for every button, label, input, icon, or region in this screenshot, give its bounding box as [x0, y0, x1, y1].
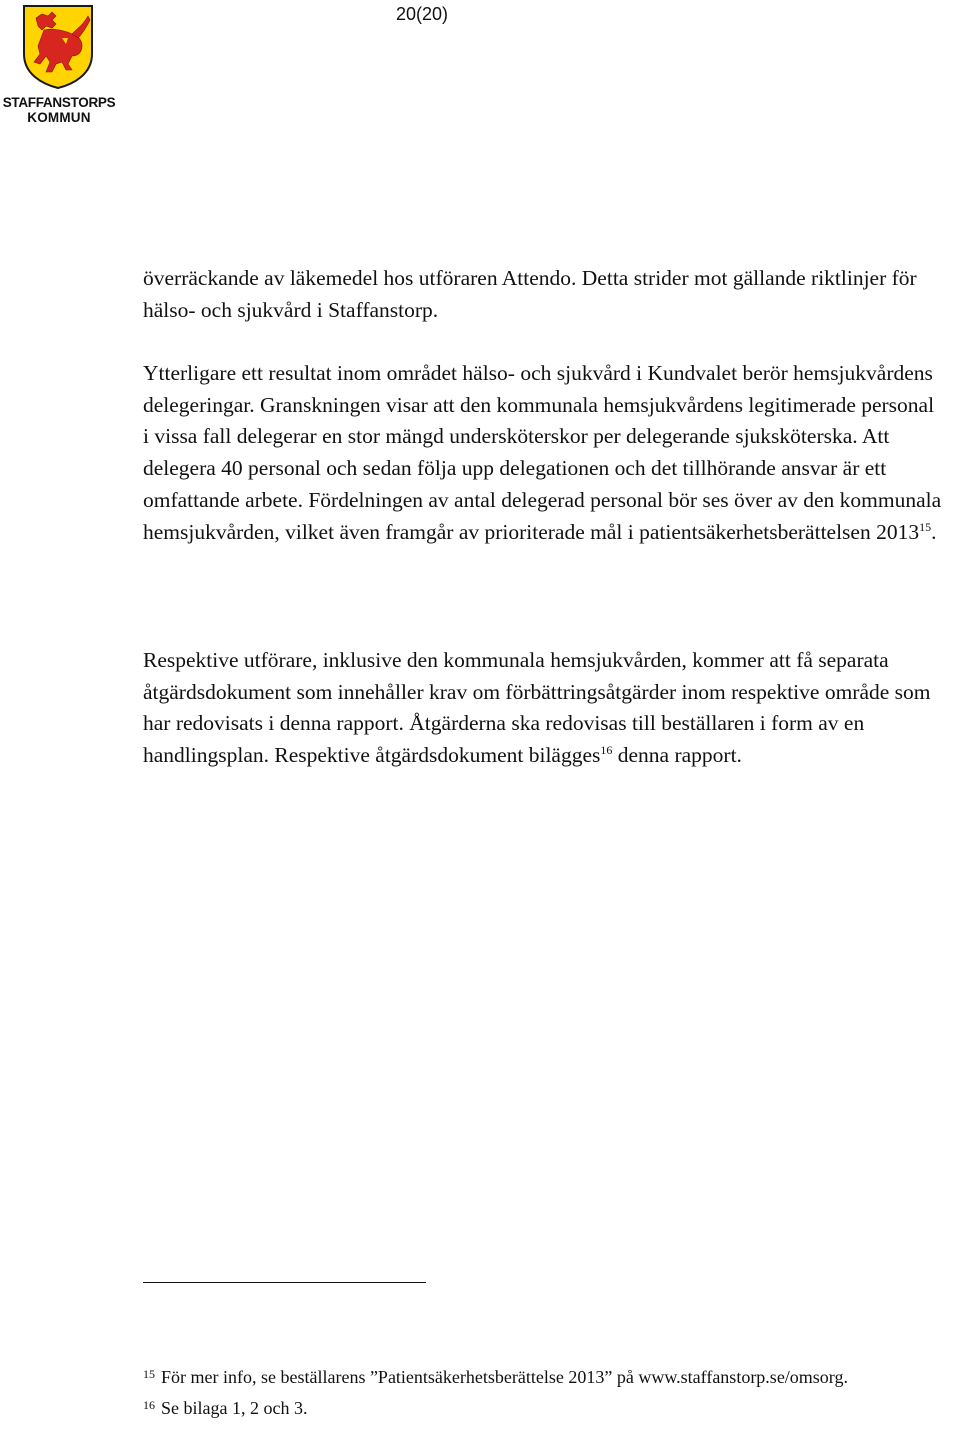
- paragraph-3-end: denna rapport.: [612, 743, 742, 768]
- paragraph-2-text: Ytterligare ett resultat inom området hälso- och sjukvård i Kundvalet berör hemsjukvårdens delegeringar. Granskningen visar att den kommunala hemsjukvårdens legitimerade personal i vissa fall delegerar en stor mängd undersköterskor per delegerande sjuksköterska. Att delegera 40 personal och sedan följa upp delegationen och det tillhörande ansvar är ett omfattande arbete. Fördelningen av antal delegerad personal bör ses över av den kommunala hemsjukvården, vilket även framgår av prioriterade mål i patientsäkerhetsberättelsen 2013: [143, 361, 942, 544]
- footnote-16: [143, 1392, 943, 1423]
- paragraph-1-text: överräckande av läkemedel hos utföraren Attendo. Detta strider mot gällande riktlinjer för hälso- och sjukvård i Staffanstorp.: [143, 266, 917, 322]
- coat-of-arms-icon: [22, 4, 94, 90]
- paragraph-3-text: Respektive utförare, inklusive den kommunala hemsjukvården, kommer att få separata åtgärdsdokument som innehåller krav om förbättringsåtgärder inom respektive område som har redovisats i denna rapport. Åtgärderna ska redovisas till beställaren i form av en handlingsplan. Respektive åtgärdsdokument bilägges: [143, 648, 931, 768]
- footnote-15: [143, 1361, 943, 1392]
- footnote-ref-16[interactable]: 16: [600, 743, 613, 758]
- footnote-ref-15[interactable]: 15: [919, 519, 932, 534]
- logo-text-line2: KOMMUN: [27, 110, 91, 125]
- paragraph-2-end: .: [931, 519, 937, 544]
- logo-text-line1: STAFFANSTORPS: [2, 95, 116, 110]
- footnote-number: 16: [143, 1397, 155, 1412]
- municipality-logo: [0, 4, 120, 126]
- page-number: 20(20): [396, 4, 449, 24]
- footnote-text: För mer info, se beställarens ”Patientsäkerhetsberättelse 2013” på www.staffanstorp.se/omsorg.: [161, 1367, 848, 1387]
- paragraph-2: [143, 358, 943, 548]
- footnotes: [143, 1361, 943, 1422]
- footnote-separator: [143, 1282, 426, 1283]
- footnote-number: 15: [143, 1367, 155, 1381]
- paragraph-1: [143, 263, 943, 326]
- paragraph-3: [143, 645, 943, 772]
- footnote-text: Se bilaga 1, 2 och 3.: [161, 1397, 308, 1418]
